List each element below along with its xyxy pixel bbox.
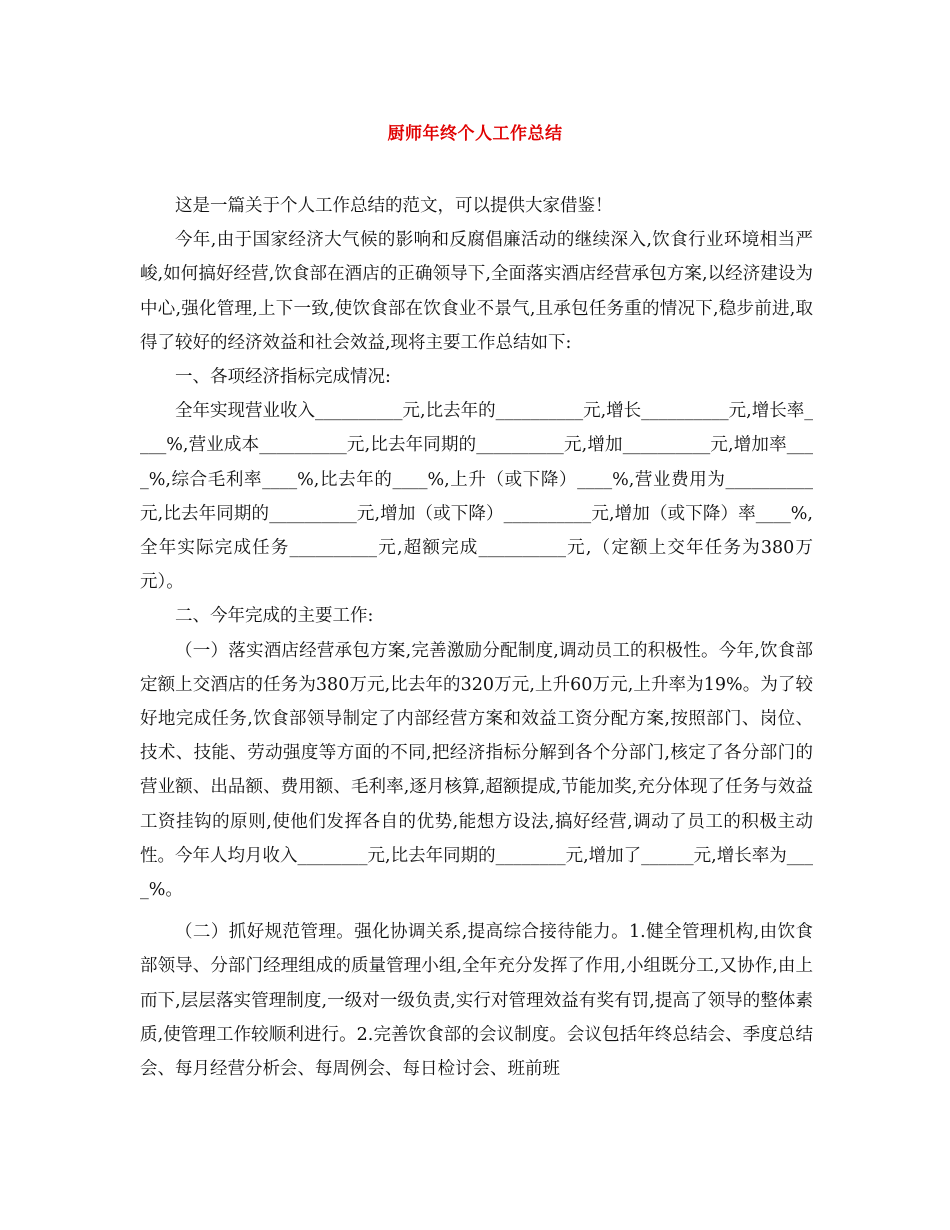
document-body <box>140 189 813 1086</box>
section-heading-indicators: 一、各项经济指标完成情况: <box>175 367 391 388</box>
overview-paragraph: 今年,由于国家经济大气候的影响和反腐倡廉活动的继续深入,饮食行业环境相当严峻,如何搞好经营,饮食部在酒店的正确领导下,全面落实酒店经营承包方案,以经济建设为中心,强化管理,上下一致,使饮食部在饮食业不景气,且承包任务重的情况下,稳步前进,取得了较好的经济效益和社会效益,现将主要工作总结如下: <box>140 230 813 353</box>
intro-paragraph: 这是一篇关于个人工作总结的范文，可以提供大家借鉴！ <box>175 196 613 216</box>
section-heading-main-work: 二、今年完成的主要工作: <box>175 606 374 627</box>
main-work-paragraph-2: （二）抓好规范管理。强化协调关系,提高综合接待能力。1.健全管理机构,由饮食部领导、分部门经理组成的质量管理小组,全年充分发挥了作用,小组既分工,又协作,由上而下,层层落实管理制度,一级对一级负责,实行对管理效益有奖有罚,提高了领导的整体素质,使管理工作较顺利进行。2.完善饮食部的会议制度。会议包括年终总结会、季度总结会、每月经营分析会、每周例会、每日检讨会、班前班 <box>140 922 813 1080</box>
document-title: 厨师年终个人工作总结 <box>387 124 563 144</box>
indicators-paragraph: 全年实现营业收入__________元,比去年的__________元,增长__________元,增长率____%,营业成本__________元,比去年同期的__________元,增加__________元,增加率____%,综合毛利率____%,比去年的____%,上升（或下降）____%,营业费用为__________元,比去年同期的__________元,增加（或下降）__________元,增加（或下降）率____%,全年实际完成任务__________元,超额完成__________元,（定额上交年任务为380万元）。 <box>140 401 813 593</box>
main-work-paragraph-1: （一）落实酒店经营承包方案,完善激励分配制度,调动员工的积极性。今年,饮食部定额上交酒店的任务为380万元,比去年的320万元,上升60万元,上升率为19%。为了较好地完成任务,饮食部领导制定了内部经营方案和效益工资分配方案,按照部门、岗位、技术、技能、劳动强度等方面的不同,把经济指标分解到各个分部门,核定了各分部门的营业额、出品额、费用额、毛利率,逐月核算,超额提成,节能加奖,充分体现了任务与效益工资挂钩的原则,使他们发挥各自的优势,能想方设法,搞好经营,调动了员工的积极主动性。今年人均月收入________元,比去年同期的________元,增加了______元,增长率为____%。 <box>140 640 813 901</box>
